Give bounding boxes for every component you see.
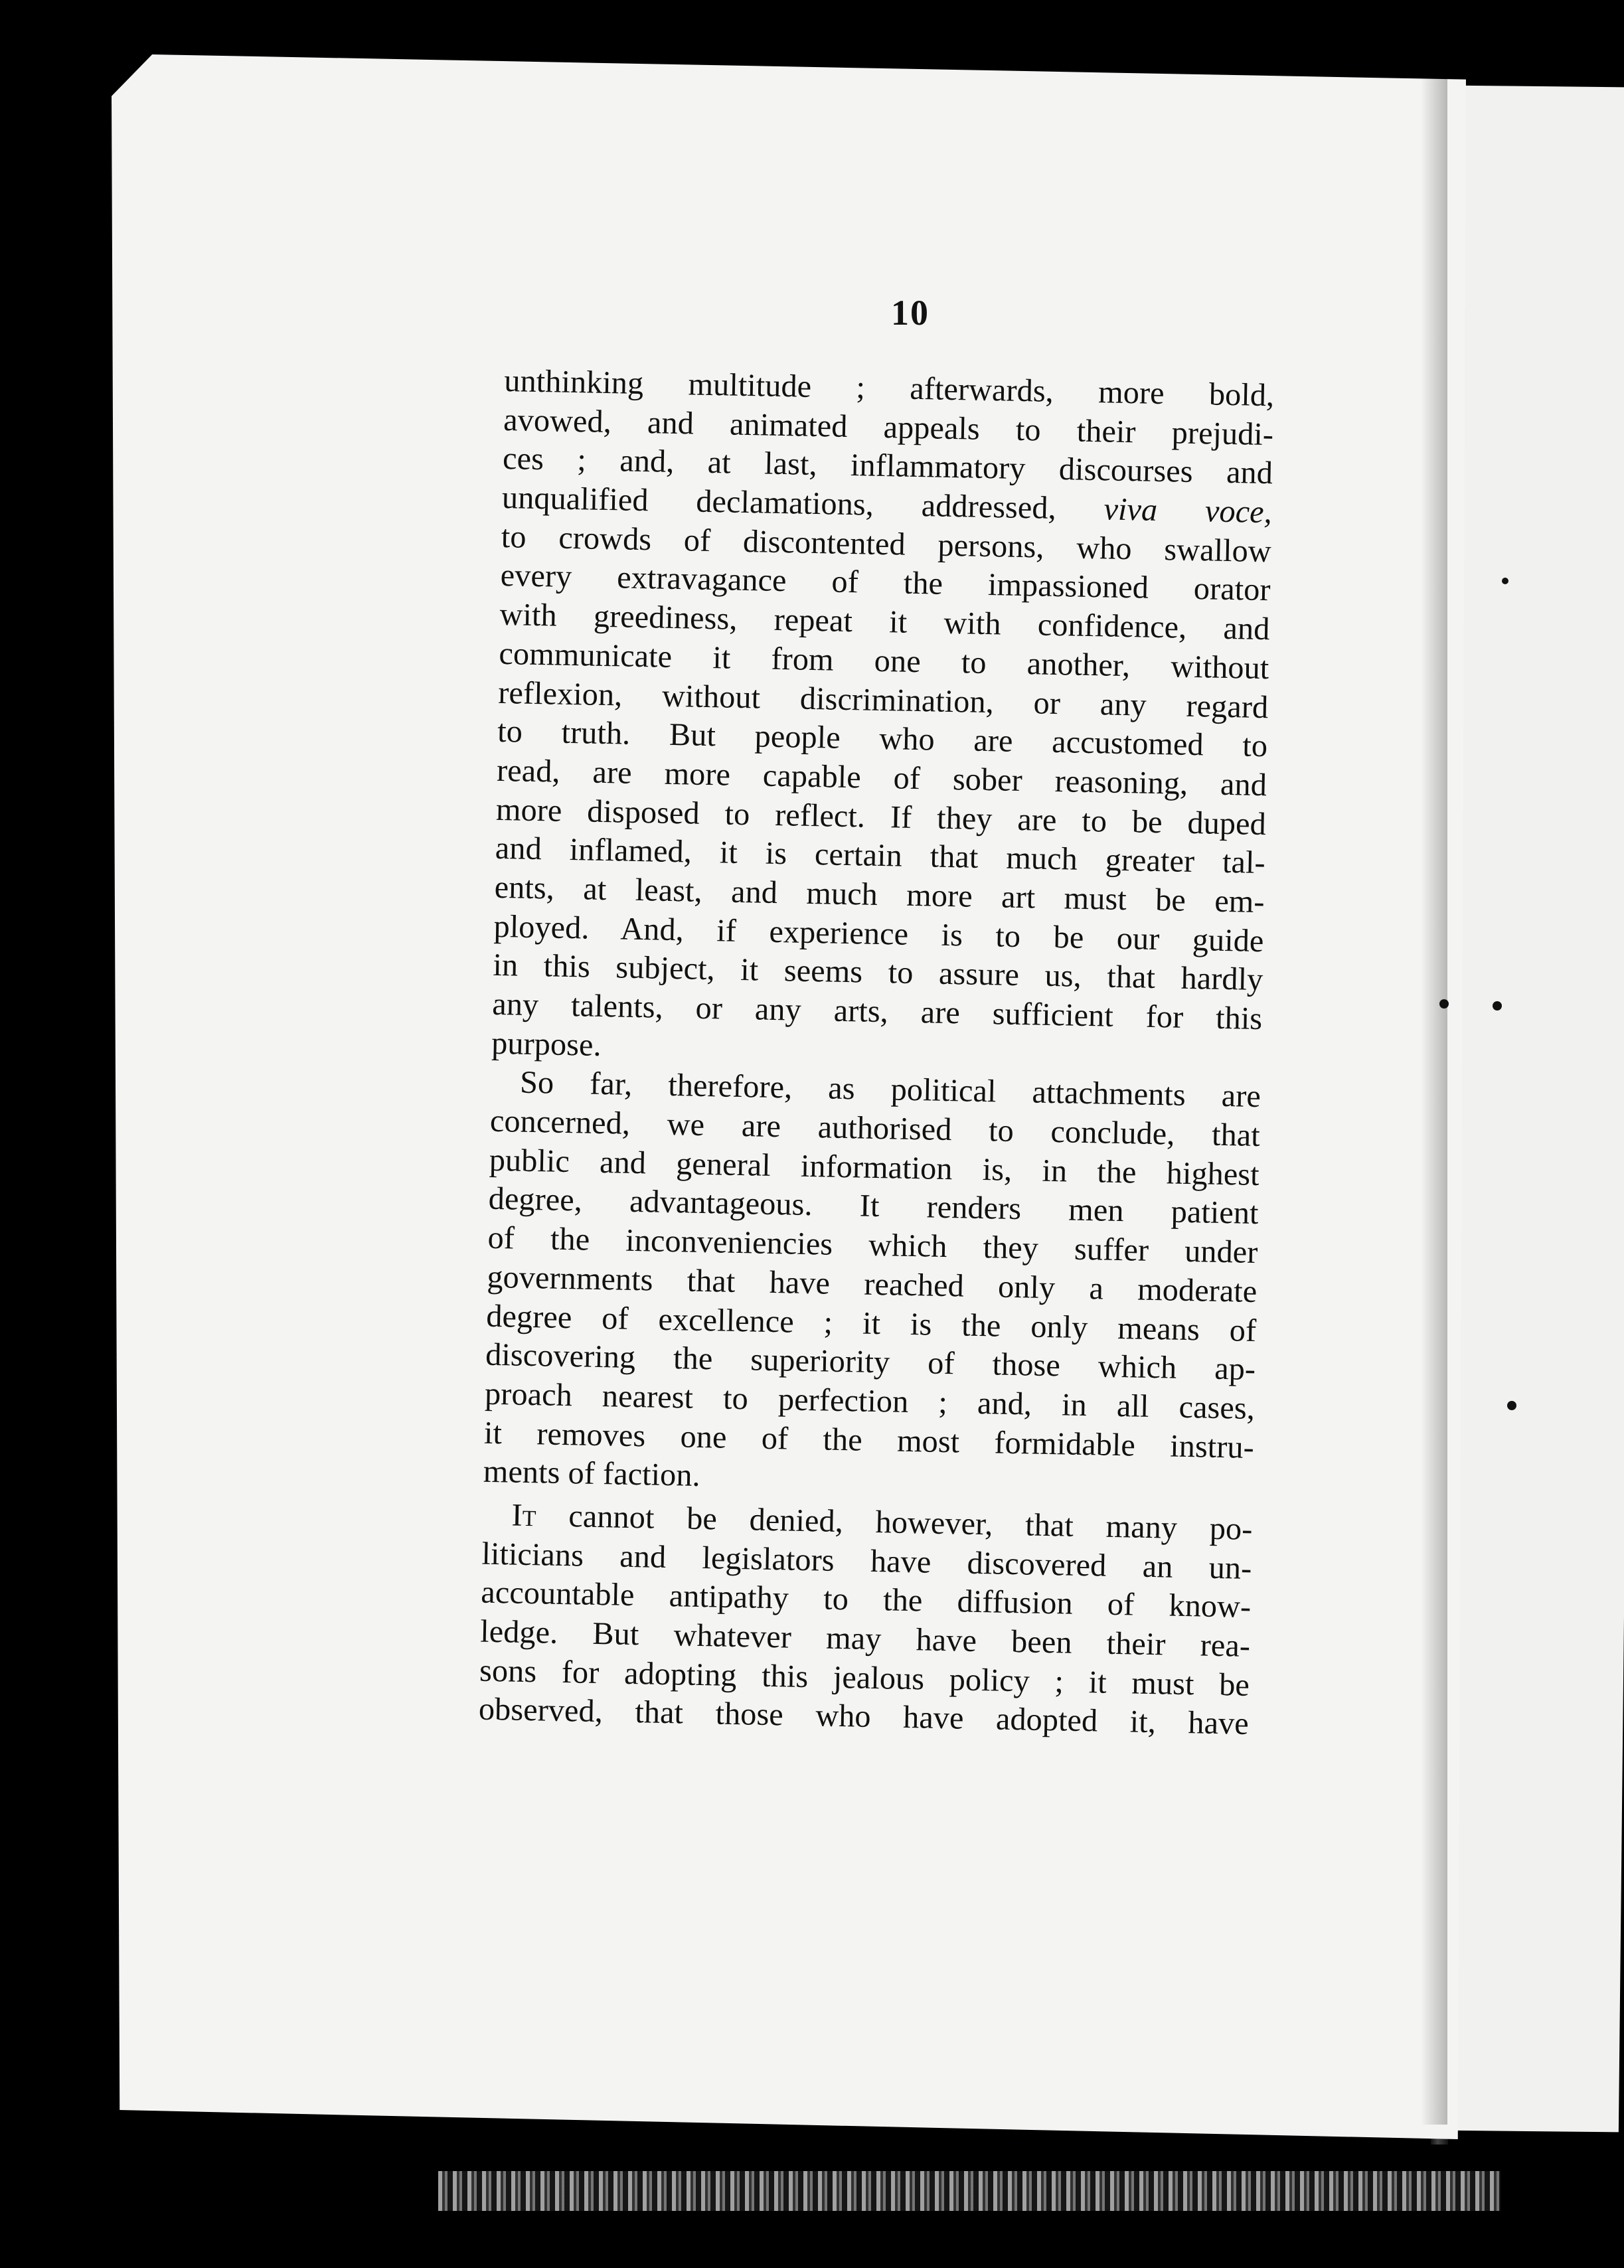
text-line: reflexion, without discrimination, or any regard — [497, 675, 1269, 725]
scan-speck — [1502, 578, 1508, 584]
text-line: observed, that those who have adopted it, have — [478, 1692, 1250, 1742]
text-line: more disposed to reflect. If they are to be duped — [495, 791, 1267, 842]
text-line: it removes one of the most formidable instru- — [483, 1415, 1255, 1465]
scan-ruler-strip — [438, 2171, 1501, 2211]
text-line: degree of excellence ; it is the only means of — [485, 1298, 1257, 1348]
scan-speck — [1493, 1001, 1502, 1011]
scan-speck — [1439, 999, 1449, 1009]
text-line: unthinking multitude ; afterwards, more bold, — [503, 363, 1275, 414]
paragraph — [491, 362, 1275, 1078]
text-line: proach nearest to perfection ; and, in all cases, — [484, 1376, 1256, 1426]
text-segment: cannot be denied, however, that many po- — [568, 1498, 1253, 1547]
text-segment: unqualified declamations, addressed, — [501, 480, 1057, 526]
text-line: every extravagance of the impassioned orator — [500, 558, 1271, 608]
text-line: with greediness, repeat it with confidence, and — [499, 597, 1270, 647]
text-line: public and general information is, in the highest — [489, 1142, 1260, 1192]
text-line: concerned, we are authorised to conclude, that — [489, 1103, 1261, 1154]
scan-speck — [1507, 1401, 1516, 1410]
text-line: liticians and legislators have discovered an un- — [481, 1536, 1252, 1586]
text-line: degree, advantageous. It renders men patient — [488, 1181, 1259, 1232]
paragraph — [483, 1063, 1261, 1506]
text-line: any talents, or any arts, are sufficient for this — [491, 986, 1263, 1037]
text-line: ments of faction. — [483, 1453, 701, 1494]
text-line: to truth. But people who are accustomed to — [497, 714, 1268, 764]
text-line: purpose. — [491, 1025, 602, 1063]
paragraph — [478, 1496, 1253, 1744]
text-line: discovering the superiority of those which ap- — [485, 1336, 1256, 1388]
text-line: avowed, and animated appeals to their prejudi- — [503, 402, 1274, 452]
text-line: governments that have reached only a moderate — [487, 1259, 1258, 1309]
text-line: of the inconveniencies which they suffer under — [487, 1220, 1258, 1271]
text-line: ents, at least, and much more art must be em- — [494, 869, 1265, 920]
text-line: ces ; and, at last, inflammatory discourses and — [502, 441, 1273, 491]
text-line: and inflamed, it is certain that much greater tal- — [495, 831, 1266, 881]
text-line: read, are more capable of sober reasoning, and — [496, 752, 1267, 803]
text-line: communicate it from one to another, without — [499, 635, 1269, 686]
page-number: 10 — [891, 293, 930, 333]
small-caps-word: It — [511, 1497, 537, 1534]
text-line: accountable antipathy to the diffusion of know- — [480, 1574, 1252, 1625]
page-edge-shade — [1421, 73, 1447, 2125]
text-line: ledge. But whatever may have been their rea- — [479, 1613, 1251, 1664]
text-line: in this subject, it seems to assure us, that hardly — [493, 947, 1263, 998]
italic-phrase: viva voce, — [1103, 491, 1273, 530]
text-line: ployed. And, if experience is to be our guide — [493, 908, 1264, 959]
text-line: sons for adopting this jealous policy ; it must be — [479, 1653, 1250, 1703]
text-line: to crowds of discontented persons, who swallow — [501, 519, 1272, 569]
text-body — [477, 362, 1275, 1797]
text-line: So far, therefore, as political attachments are — [519, 1065, 1261, 1115]
